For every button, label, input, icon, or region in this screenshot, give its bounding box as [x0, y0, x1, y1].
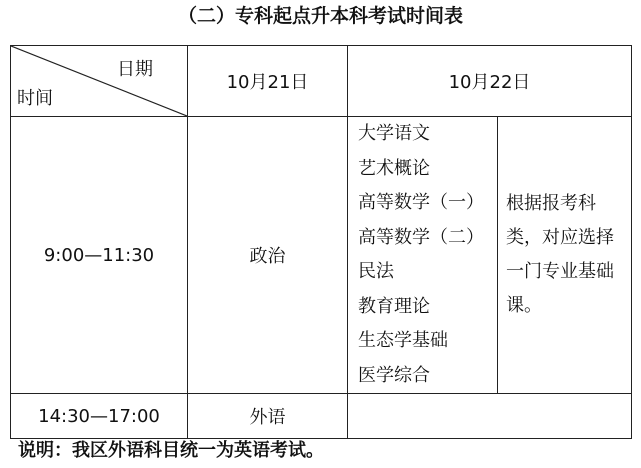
subject-item: 医学综合	[358, 364, 430, 386]
footer-note: 说明：我区外语科目统一为英语考试。	[18, 440, 324, 461]
subject-cell-oct21-afternoon: 外语	[188, 394, 348, 439]
subject-item: 教育理论	[358, 295, 430, 317]
table-row-afternoon	[11, 394, 632, 439]
subject-list-cell-oct22	[348, 117, 498, 394]
table-header-row	[11, 46, 632, 117]
subject-item: 高等数学（一）	[358, 192, 484, 213]
time-cell-afternoon: 14:30—17:00	[11, 394, 188, 439]
date-header-oct22: 10月22日	[348, 46, 632, 117]
time-cell-morning: 9:00—11:30	[11, 117, 188, 394]
corner-header-cell	[11, 46, 188, 117]
page-title: （二）专科起点升本科考试时间表	[177, 5, 463, 27]
subject-item: 高等数学（二）	[358, 226, 484, 248]
subject-cell-oct21-morning: 政治	[188, 117, 348, 394]
exam-schedule-table	[10, 45, 632, 439]
date-axis-label: 日期	[117, 59, 153, 80]
table-row-morning	[11, 117, 632, 394]
time-axis-label: 时间	[17, 88, 53, 109]
subject-note-text: 根据报考科类，对应选择一门专业基础课。	[506, 193, 614, 316]
date-header-oct21: 10月21日	[188, 46, 348, 117]
subject-item: 艺术概论	[358, 157, 430, 179]
subject-item: 大学语文	[358, 123, 430, 144]
subject-cell-oct22-afternoon	[348, 394, 632, 439]
subject-note-cell	[498, 117, 632, 394]
subject-item: 民法	[358, 261, 394, 282]
subject-item: 生态学基础	[358, 330, 448, 351]
